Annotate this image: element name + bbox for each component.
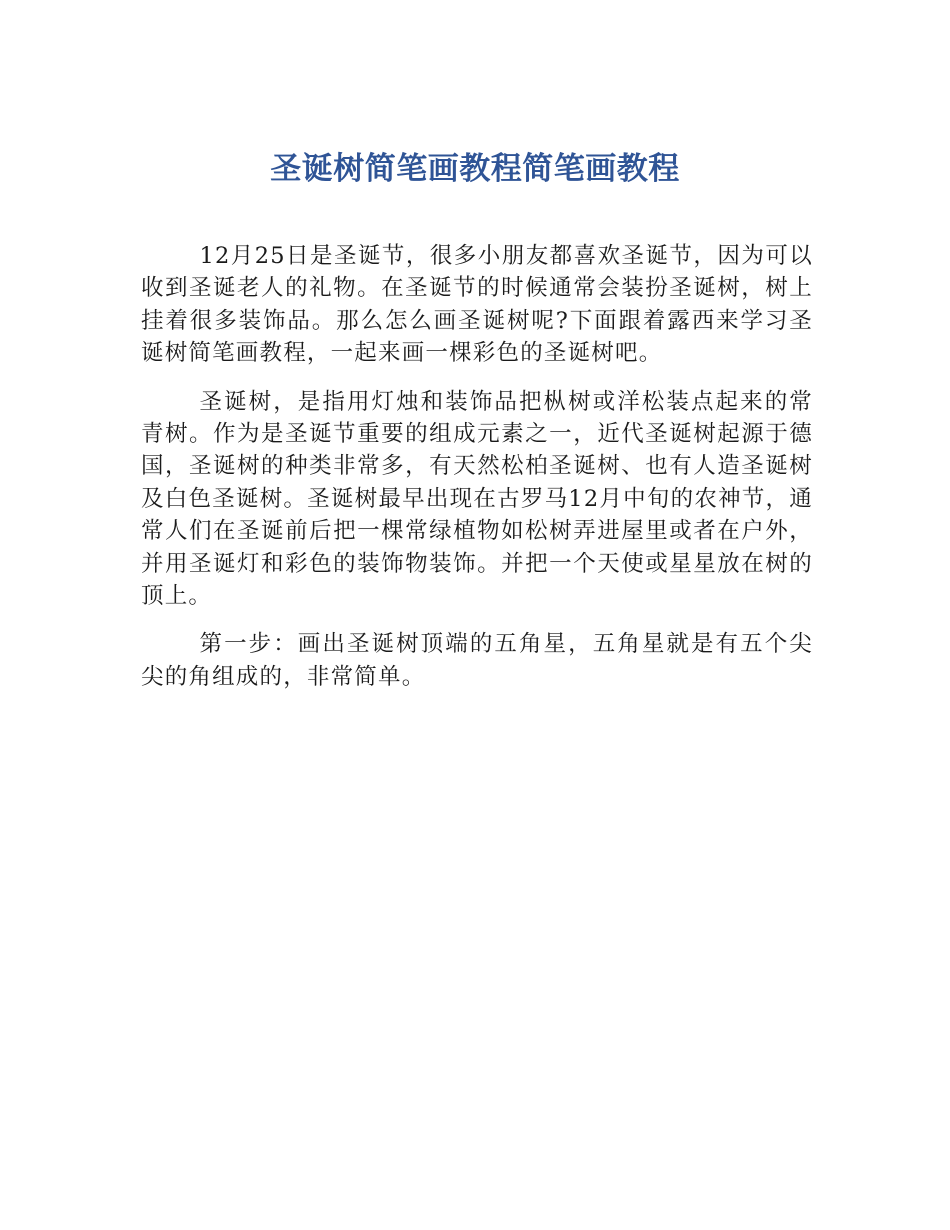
document-body (141, 240, 813, 709)
paragraph-intro: 12月25日是圣诞节，很多小朋友都喜欢圣诞节，因为可以收到圣诞老人的礼物。在圣诞节的时候通常会装扮圣诞树，树上挂着很多装饰品。那么怎么画圣诞树呢?下面跟着露西来学习圣诞树简笔画教程，一起来画一棵彩色的圣诞树吧。 (141, 243, 813, 367)
document-title: 圣诞树简笔画教程简笔画教程 (270, 151, 680, 187)
paragraph-step-one: 第一步：画出圣诞树顶端的五角星，五角星就是有五个尖尖的角组成的，非常简单。 (141, 631, 813, 690)
paragraph-definition: 圣诞树，是指用灯烛和装饰品把枞树或洋松装点起来的常青树。作为是圣诞节重要的组成元素之一，近代圣诞树起源于德国，圣诞树的种类非常多，有天然松柏圣诞树、也有人造圣诞树及白色圣诞树。圣诞树最早出现在古罗马12月中旬的农神节，通常人们在圣诞前后把一棵常绿植物如松树弄进屋里或者在户外，并用圣诞灯和彩色的装饰物装饰。并把一个天使或星星放在树的顶上。 (141, 388, 813, 610)
